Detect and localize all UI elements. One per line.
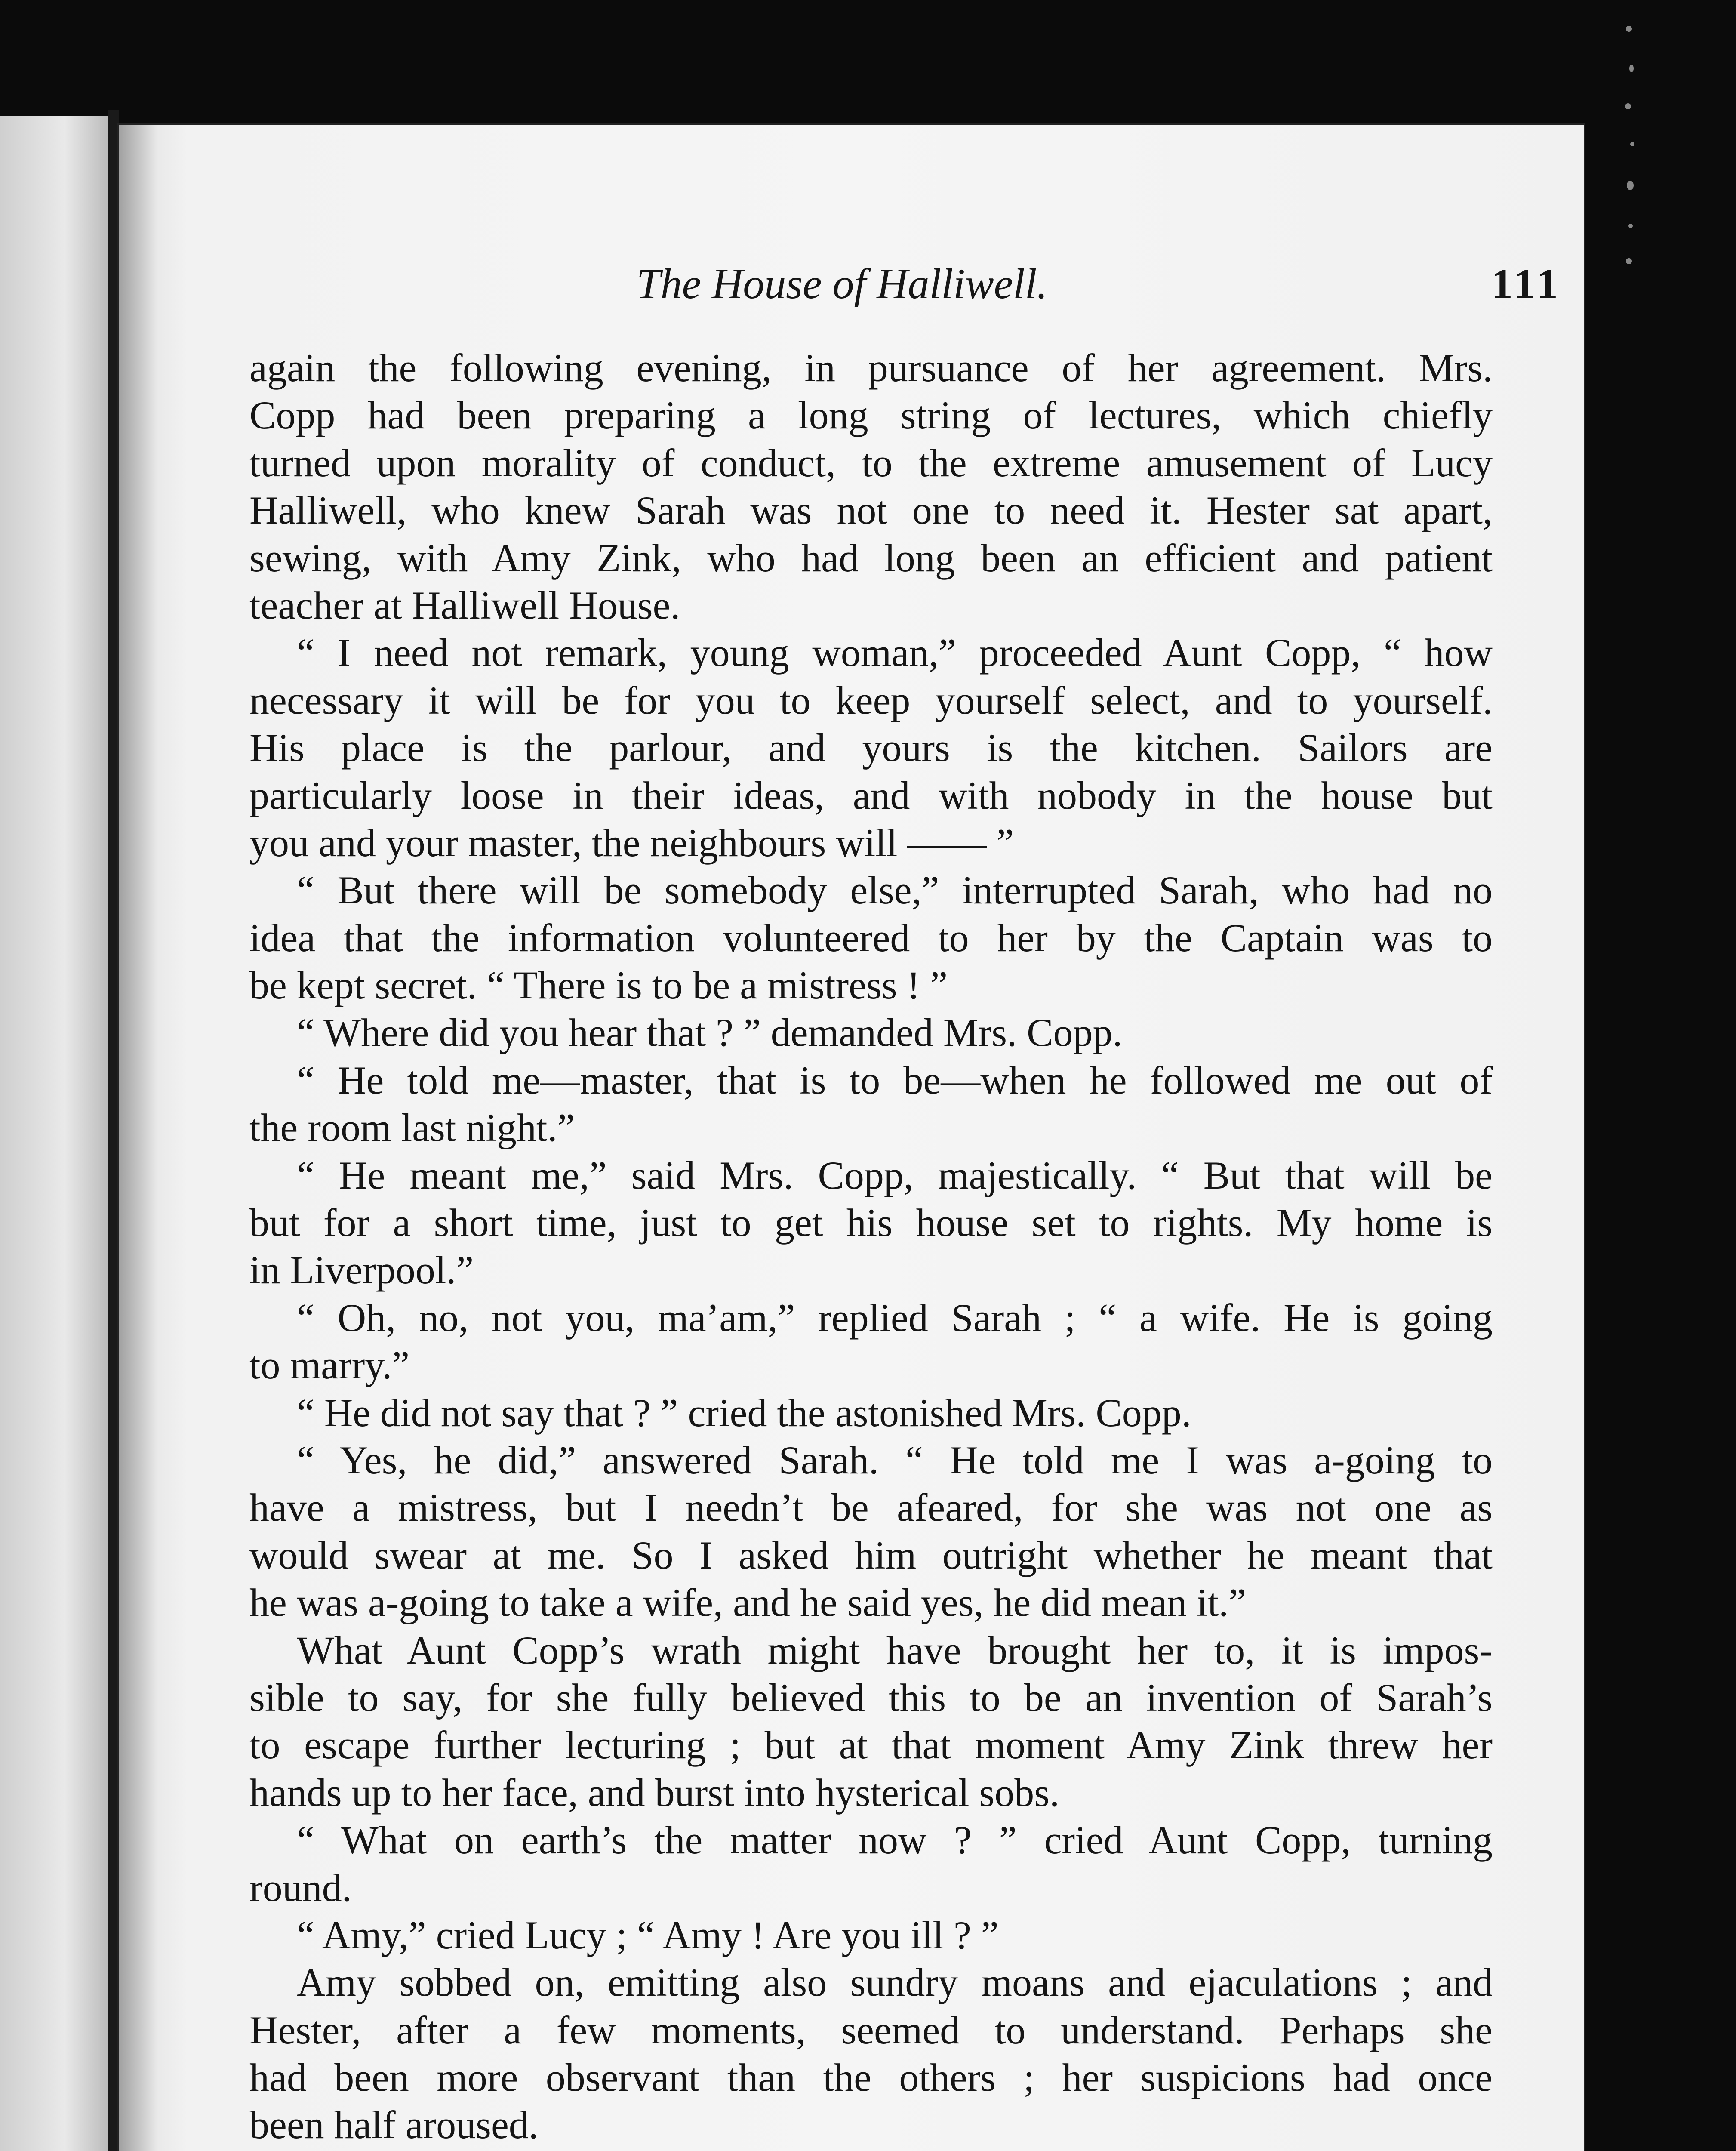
text-line: His place is the parlour, and yours is the kitchen. Sailors are — [249, 726, 1493, 770]
text-line: “ Oh, no, not you, ma’am,” replied Sarah ; “ a wife. He is going — [297, 1295, 1493, 1340]
text-line: had been more observant than the others ; her suspicions had once — [249, 2055, 1493, 2100]
text-line: to escape further lecturing ; but at that moment Amy Zink threw her — [249, 1723, 1493, 1767]
text-line: you and your master, the neighbours will —— ” — [249, 820, 1014, 865]
text-line: have a mistress, but I needn’t be afeared, for she was not one as — [249, 1485, 1493, 1530]
text-line: turned upon morality of conduct, to the extreme amusement of Lucy — [249, 441, 1493, 485]
text-line: but for a short time, just to get his house set to rights. My home is — [249, 1201, 1493, 1245]
page-header — [637, 254, 1561, 314]
text-line: would swear at me. So I asked him outright whether he meant that — [249, 1533, 1493, 1577]
text-line: Copp had been preparing a long string of lectures, which chiefly — [249, 393, 1493, 438]
text-line: particularly loose in their ideas, and with nobody in the house but — [249, 773, 1493, 817]
text-line: “ He told me—master, that is to be—when he followed me out of — [297, 1058, 1493, 1102]
text-line: round. — [249, 1865, 352, 1910]
text-line: he was a-going to take a wife, and he said yes, he did mean it.” — [249, 1581, 1247, 1625]
text-line: been half aroused. — [249, 2103, 539, 2147]
text-line: “ I need not remark, young woman,” proceeded Aunt Copp, “ how — [297, 631, 1493, 675]
text-line: Halliwell, who knew Sarah was not one to need it. Hester sat apart, — [249, 488, 1493, 533]
text-line: “ Yes, he did,” answered Sarah. “ He told me I was a-going to — [297, 1438, 1493, 1482]
text-line: idea that the information volunteered to her by the Captain was to — [249, 915, 1493, 960]
text-line: hands up to her face, and burst into hysterical sobs. — [249, 1770, 1059, 1815]
text-line: “ Amy,” cried Lucy ; “ Amy ! Are you ill ? ” — [297, 1913, 999, 1957]
text-line: “ He meant me,” said Mrs. Copp, majestically. “ But that will be — [297, 1153, 1493, 1197]
page-gutter — [108, 110, 119, 2151]
text-line: necessary it will be for you to keep yourself select, and to yourself. — [249, 678, 1493, 722]
text-line: the room last night.” — [249, 1106, 575, 1150]
text-line: Hester, after a few moments, seemed to understand. Perhaps she — [249, 2008, 1493, 2052]
text-line: Amy sobbed on, emitting also sundry moans and ejaculations ; and — [297, 1960, 1493, 2005]
text-line: “ Where did you hear that ? ” demanded Mrs. Copp. — [297, 1011, 1123, 1055]
gutter-shadow — [119, 125, 157, 2151]
scan-specks — [1617, 17, 1643, 284]
body-text — [249, 344, 1493, 2151]
text-line: sible to say, for she fully believed this to be an invention of Sarah’s — [249, 1675, 1493, 1720]
text-line: “ But there will be somebody else,” interrupted Sarah, who had no — [297, 868, 1493, 912]
text-line: “ What on earth’s the matter now ? ” cried Aunt Copp, turning — [297, 1818, 1493, 1862]
text-line: “ He did not say that ? ” cried the astonished Mrs. Copp. — [297, 1390, 1191, 1435]
text-line: in Liverpool.” — [249, 1248, 474, 1292]
text-line: to marry.” — [249, 1343, 410, 1387]
previous-page-edge — [0, 116, 108, 2151]
text-line: be kept secret. “ There is to be a mistress ! ” — [249, 963, 948, 1008]
running-head: The House of Halliwell. — [637, 260, 1048, 308]
text-line: again the following evening, in pursuance of her agreement. Mrs. — [249, 346, 1493, 390]
text-line: teacher at Halliwell House. — [249, 583, 680, 627]
page-number: 111 — [1491, 260, 1561, 308]
text-line: What Aunt Copp’s wrath might have brought her to, it is impos- — [297, 1628, 1493, 1672]
text-line — [249, 2149, 1493, 2151]
text-line: sewing, with Amy Zink, who had long been an efficient and patient — [249, 536, 1493, 580]
